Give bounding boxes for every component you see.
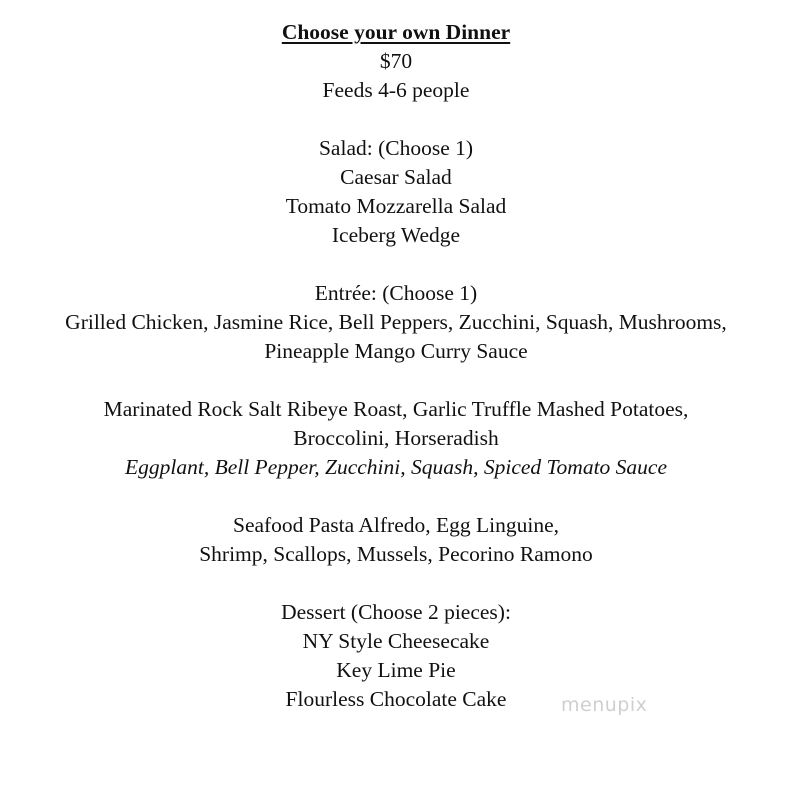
salad-item: Tomato Mozzarella Salad [285, 194, 507, 218]
entree-option-chicken-line: Grilled Chicken, Jasmine Rice, Bell Peppers, Zucchini, Squash, Mushrooms, [65, 310, 727, 334]
entree-option-ribeye-line: Broccolini, Horseradish [293, 426, 499, 450]
dinner-menu [0, 18, 792, 714]
menu-price: $70 [379, 49, 413, 73]
spacer [0, 250, 792, 279]
entree-option-seafood-line: Seafood Pasta Alfredo, Egg Linguine, [232, 513, 560, 537]
salad-item: Caesar Salad [340, 165, 452, 189]
spacer [0, 482, 792, 511]
dessert-item: NY Style Cheesecake [302, 629, 490, 653]
salad-item: Iceberg Wedge [331, 223, 461, 247]
entree-option-eggplant-line: Eggplant, Bell Pepper, Zucchini, Squash, Spiced Tomato Sauce [124, 455, 667, 479]
menu-serves: Feeds 4-6 people [322, 78, 470, 102]
entree-option-ribeye-line: Marinated Rock Salt Ribeye Roast, Garlic Truffle Mashed Potatoes, [103, 397, 689, 421]
entree-option-chicken-line: Pineapple Mango Curry Sauce [264, 339, 528, 363]
spacer [0, 366, 792, 395]
dessert-item: Key Lime Pie [336, 658, 456, 682]
spacer [0, 569, 792, 598]
dessert-heading: Dessert (Choose 2 pieces): [281, 600, 511, 624]
menupix-watermark: menupix [561, 694, 648, 716]
spacer [0, 105, 792, 134]
dessert-item: Flourless Chocolate Cake [285, 687, 507, 711]
entree-option-seafood-line: Shrimp, Scallops, Mussels, Pecorino Ramono [199, 542, 593, 566]
salad-heading: Salad: (Choose 1) [318, 136, 474, 160]
entree-heading: Entrée: (Choose 1) [314, 281, 478, 305]
menu-title: Choose your own Dinner [281, 20, 511, 44]
